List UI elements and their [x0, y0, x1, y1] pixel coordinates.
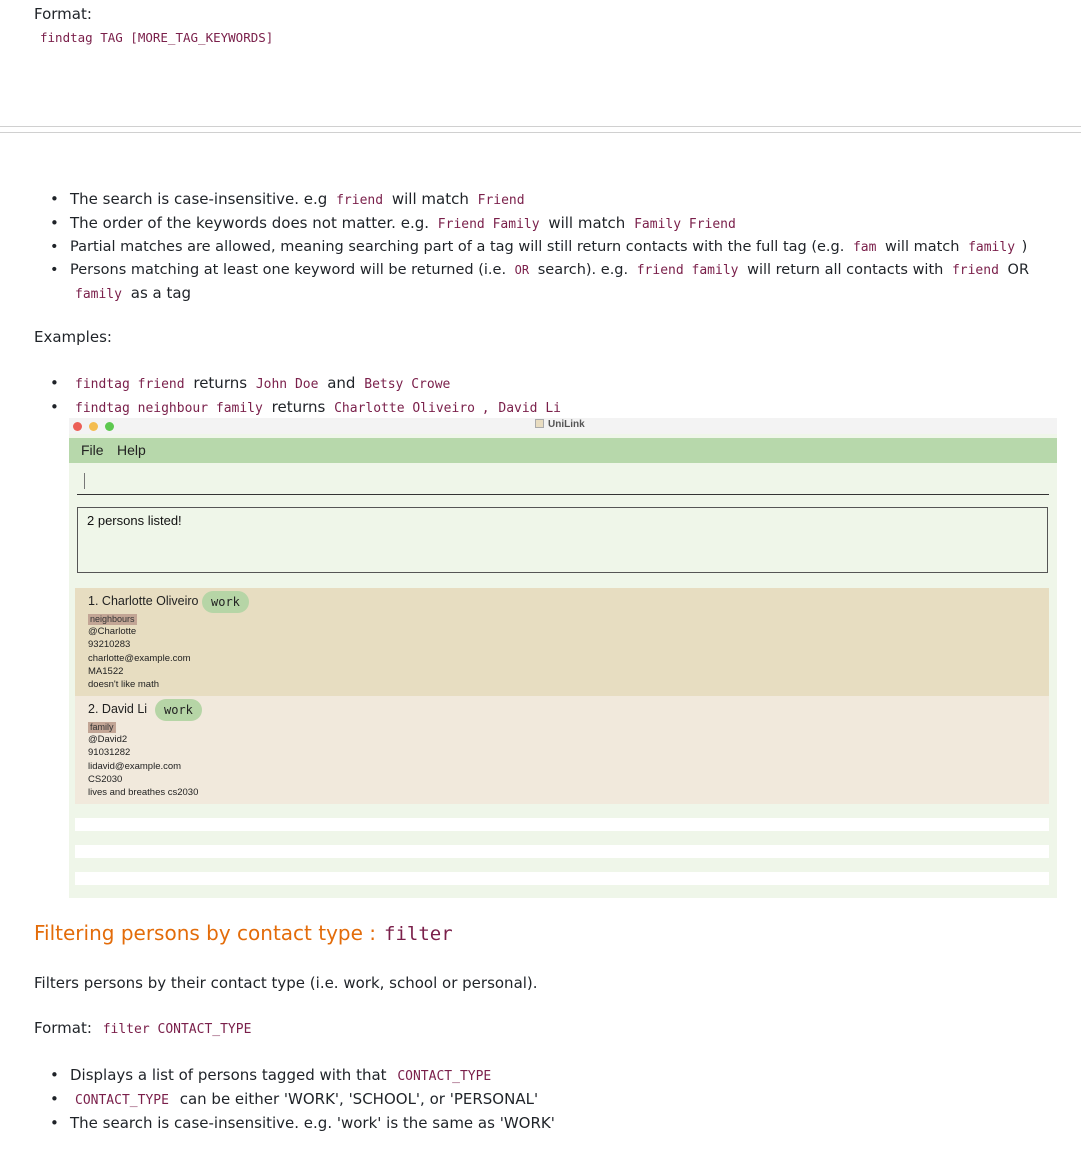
window-title-text: UniLink	[548, 419, 585, 430]
person-note: lives and breathes cs2030	[88, 787, 199, 798]
rule-text: )	[1021, 239, 1028, 255]
minimize-window-icon[interactable]	[89, 422, 98, 431]
app-window	[69, 418, 1057, 898]
inline-code: John Doe	[255, 377, 319, 392]
rule-text: Partial matches are allowed, meaning searching part of a tag will still return contacts with the full tag (e.g.	[70, 239, 845, 255]
filter-rules-list	[50, 1064, 555, 1135]
inline-code: friend	[951, 263, 999, 278]
inline-code: findtag neighbour family	[75, 401, 263, 416]
tag-badge: neighbours	[90, 614, 135, 624]
person-phone: 93210283	[88, 639, 131, 650]
filter-description: Filters persons by their contact type (i.e. work, school or personal).	[34, 974, 538, 992]
empty-list-row	[75, 872, 1049, 885]
person-card[interactable]	[75, 696, 1049, 804]
rule-text: The order of the keywords does not matter. e.g.	[70, 214, 430, 232]
rule-text: OR	[1007, 262, 1030, 278]
rule-text: Persons matching at least one keyword will be returned (i.e.	[70, 262, 507, 278]
person-module: CS2030	[88, 774, 123, 785]
list-item	[50, 188, 1029, 212]
empty-list-row	[75, 845, 1049, 858]
app-icon	[535, 419, 544, 428]
rule-text: will match	[885, 239, 960, 255]
list-item-continuation	[50, 282, 1029, 306]
inline-code: friend family	[636, 263, 739, 278]
list-item	[50, 212, 1029, 236]
rule-text: will return all contacts with	[747, 262, 944, 278]
list-item	[50, 396, 561, 420]
section-divider	[0, 126, 1081, 133]
section-heading-text: Filtering persons by contact type :	[34, 921, 377, 945]
section-heading-command: filter	[384, 923, 453, 945]
menu-bar	[69, 438, 1057, 463]
list-item	[50, 372, 561, 396]
list-item	[50, 259, 1029, 282]
person-name-text: Charlotte Oliveiro	[101, 594, 199, 608]
rule-text: will match	[391, 190, 469, 208]
inline-code: friend	[336, 193, 384, 208]
menu-file[interactable]: File	[81, 442, 104, 458]
person-email: lidavid@example.com	[88, 761, 182, 772]
inline-code: David Li	[498, 401, 561, 416]
inline-code: filter CONTACT_TYPE	[102, 1022, 252, 1037]
rule-text: Displays a list of persons tagged with that	[70, 1066, 387, 1084]
inline-code: ,	[481, 401, 490, 416]
result-message: 2 persons listed!	[87, 513, 182, 528]
rule-text: will match	[548, 214, 626, 232]
inline-code: OR	[514, 263, 530, 277]
inline-code: CONTACT_TYPE	[397, 1069, 492, 1084]
person-email: charlotte@example.com	[88, 653, 191, 664]
examples-list	[50, 372, 561, 420]
inline-code: Betsy Crowe	[364, 377, 451, 392]
person-index: 2.	[88, 702, 99, 716]
command-input[interactable]	[77, 468, 1049, 495]
close-window-icon[interactable]	[73, 422, 82, 431]
examples-label: Examples:	[34, 328, 112, 346]
inline-code: CONTACT_TYPE	[75, 1093, 169, 1108]
findtag-rules-list	[50, 188, 1029, 306]
rule-text: The search is case-insensitive. e.g. 'work' is the same as 'WORK'	[70, 1114, 555, 1132]
list-item	[50, 1112, 555, 1135]
inline-code: family	[968, 240, 1016, 255]
maximize-window-icon[interactable]	[105, 422, 114, 431]
format-label: Format:	[34, 1019, 92, 1037]
example-text: and	[327, 374, 356, 392]
title-bar	[69, 418, 1057, 434]
inline-code: Family Friend	[634, 217, 736, 232]
person-card[interactable]	[75, 588, 1049, 696]
inline-code: Friend Family	[437, 217, 540, 232]
list-item	[50, 1088, 555, 1112]
rule-text: The search is case-insensitive. e.g	[70, 190, 328, 208]
inline-code: family	[75, 287, 122, 302]
format-command-code: findtag TAG [MORE_TAG_KEYWORDS]	[40, 30, 274, 45]
contact-type-badge: work	[202, 591, 249, 613]
text-caret	[84, 473, 85, 489]
person-handle: @David2	[88, 734, 128, 745]
person-name-text: David Li	[101, 702, 148, 716]
menu-help[interactable]: Help	[117, 442, 146, 458]
inline-code: findtag friend	[75, 377, 185, 392]
person-note: doesn't like math	[88, 679, 159, 690]
rule-text: as a tag	[130, 284, 192, 302]
window-title	[535, 419, 585, 430]
inline-code: Charlotte Oliveiro	[334, 401, 475, 416]
person-handle: @Charlotte	[88, 626, 137, 637]
rule-text: search). e.g.	[537, 262, 629, 278]
example-text: returns	[271, 398, 326, 416]
example-text: returns	[193, 374, 248, 392]
list-item	[50, 1064, 555, 1088]
person-name	[88, 594, 199, 608]
contact-type-badge: work	[155, 699, 202, 721]
person-name	[88, 702, 147, 716]
section-heading	[34, 921, 453, 945]
tag-badge: family	[90, 722, 114, 732]
inline-code: Friend	[477, 193, 525, 208]
inline-code: fam	[852, 240, 877, 255]
result-display	[77, 507, 1048, 573]
person-phone: 91031282	[88, 747, 131, 758]
list-item	[50, 236, 1029, 259]
rule-text: can be either 'WORK', 'SCHOOL', or 'PERSONAL'	[179, 1090, 539, 1108]
empty-list-row	[75, 818, 1049, 831]
person-index: 1.	[88, 594, 99, 608]
format-label: Format:	[34, 5, 92, 23]
person-module: MA1522	[88, 666, 124, 677]
filter-format	[34, 1019, 251, 1037]
